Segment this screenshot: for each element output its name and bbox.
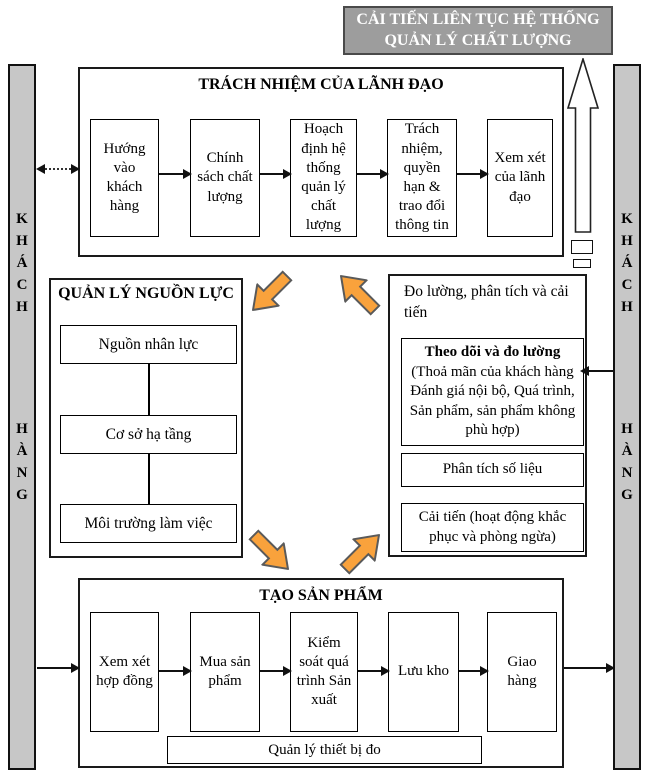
step-contract-review: Xem xét hợp đồng (90, 612, 159, 732)
up-arrow-outline-icon (567, 58, 599, 233)
step-quality-policy: Chính sách chất lượng (190, 119, 260, 237)
resource-human: Nguồn nhân lực (60, 325, 237, 364)
customer-bar-left-word-bottom: HÀNG (16, 421, 28, 503)
right-arrow-icon (159, 173, 190, 175)
measurement-analysis-title: Đo lường, phân tích và cải tiến (404, 283, 569, 321)
step-production-control: Kiểm soát quá trình Sản xuất (290, 612, 358, 732)
right-arrow-icon (457, 173, 487, 175)
customer-bar-left (8, 64, 36, 770)
orange-arrow-up-right-icon (333, 523, 391, 581)
step-customer-focus: Hướng vào khách hàng (90, 119, 159, 237)
connector-line (148, 454, 150, 504)
resource-work-environment: Môi trường làm việc (60, 504, 237, 543)
customer-bar-right (613, 64, 641, 770)
left-arrow-icon (582, 370, 613, 372)
right-arrow-icon (358, 670, 388, 672)
resource-infrastructure: Cơ sở hạ tầng (60, 415, 237, 454)
right-arrow-icon (260, 670, 290, 672)
continuous-improvement-banner: CẢI TIẾN LIÊN TỤC HỆ THỐNG QUẢN LÝ CHẤT LƯỢNG (343, 6, 613, 55)
step-responsibility-communication: Trách nhiệm, quyền hạn & trao đổi thông tin (387, 119, 457, 237)
improvement-box: Cải tiến (hoạt động khắc phục và phòng ngừa) (401, 503, 584, 552)
step-storage: Lưu kho (388, 612, 459, 732)
data-analysis-box: Phân tích số liệu (401, 453, 584, 487)
right-arrow-icon (357, 173, 387, 175)
resource-management-title: QUẢN LÝ NGUỒN LỰC (58, 285, 234, 302)
step-management-review: Xem xét của lãnh đạo (487, 119, 553, 237)
product-realization-title: TẠO SẢN PHẨM (259, 587, 383, 604)
right-arrow-icon (37, 667, 78, 669)
double-arrow-dotted-icon (38, 168, 78, 170)
step-delivery: Giao hàng (487, 612, 557, 732)
monitoring-measurement-title: Theo dõi và đo lường (424, 344, 561, 361)
arrow-tail-segment (571, 240, 593, 254)
right-arrow-icon (260, 173, 290, 175)
connector-line (148, 364, 150, 415)
customer-bar-right-word-bottom: HÀNG (621, 421, 633, 503)
product-realization-section (78, 578, 564, 768)
orange-arrow-down-left-icon (241, 264, 299, 322)
resource-management-section (49, 278, 243, 558)
measurement-analysis-section (388, 274, 587, 557)
management-responsibility-section (78, 67, 564, 257)
step-qms-planning: Hoạch định hệ thống quản lý chất lượng (290, 119, 357, 237)
customer-bar-left-word-top: KHÁCH (16, 211, 28, 315)
measuring-equipment-box: Quản lý thiết bị đo (167, 736, 482, 764)
monitoring-measurement-detail: (Thoả mãn của khách hàng Đánh giá nội bộ, Quá trình, Sản phẩm, sản phẩm không phù hợp) (409, 363, 576, 439)
management-responsibility-title: TRÁCH NHIỆM CỦA LÃNH ĐẠO (198, 76, 444, 93)
step-purchasing: Mua sản phẩm (190, 612, 260, 732)
monitoring-measurement-box (401, 338, 584, 446)
right-arrow-icon (459, 670, 487, 672)
customer-bar-right-word-top: KHÁCH (621, 211, 633, 315)
arrow-tail-segment (573, 259, 591, 268)
orange-arrow-down-right-icon (242, 523, 300, 581)
orange-arrow-up-left-icon (329, 264, 387, 322)
right-arrow-icon (564, 667, 613, 669)
right-arrow-icon (159, 670, 190, 672)
